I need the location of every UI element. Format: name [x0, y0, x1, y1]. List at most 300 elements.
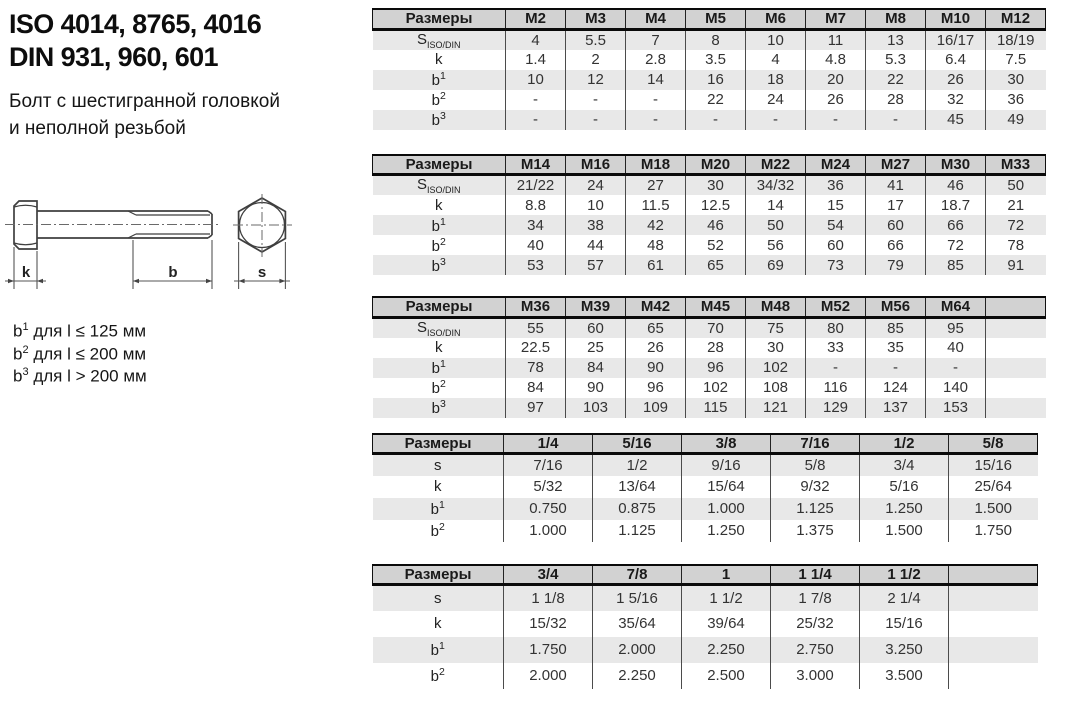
table-header-label: Размеры — [373, 9, 506, 29]
value-cell: 2.250 — [682, 637, 771, 663]
size-column-header: M7 — [806, 9, 866, 29]
value-cell: 8 — [686, 29, 746, 50]
value-cell: - — [806, 110, 866, 130]
value-cell: 32 — [926, 90, 986, 110]
size-column-header: 1 1/4 — [771, 565, 860, 585]
size-column-header: 7/16 — [771, 434, 860, 454]
value-cell: 35/64 — [593, 611, 682, 637]
footnotes — [13, 318, 147, 386]
title-iso: ISO 4014, 8765, 4016 — [9, 9, 262, 39]
value-cell: 26 — [626, 338, 686, 358]
size-column-header: M8 — [866, 9, 926, 29]
value-cell: 7/16 — [504, 454, 593, 476]
value-cell: 2.500 — [682, 663, 771, 689]
size-column-header: M4 — [626, 9, 686, 29]
footnote: $b^1$ для l ≤ 125 мм — [13, 321, 147, 341]
size-column-header: M42 — [626, 297, 686, 317]
value-cell: 2.250 — [593, 663, 682, 689]
value-cell: 24 — [566, 175, 626, 196]
value-cell: 36 — [986, 90, 1046, 110]
value-cell: 0.875 — [593, 498, 682, 520]
value-cell: 1.125 — [593, 520, 682, 542]
value-cell: 153 — [926, 398, 986, 418]
value-cell: 3/4 — [860, 454, 949, 476]
size-column-header: M20 — [686, 155, 746, 175]
size-column-header: M52 — [806, 297, 866, 317]
value-cell: 1.750 — [504, 637, 593, 663]
value-cell: 2.000 — [593, 637, 682, 663]
value-cell: 69 — [746, 255, 806, 275]
value-cell: 2 1/4 — [860, 585, 949, 611]
value-cell: 21 — [986, 195, 1046, 215]
row-label: k — [434, 478, 442, 495]
value-cell: 3.250 — [860, 637, 949, 663]
value-cell: 1.375 — [771, 520, 860, 542]
table-row — [373, 90, 1046, 110]
value-cell: 50 — [746, 215, 806, 235]
value-cell: 14 — [626, 70, 686, 90]
value-cell: 46 — [686, 215, 746, 235]
value-cell: 66 — [926, 215, 986, 235]
empty-column-header — [949, 565, 1038, 585]
value-cell: 5/8 — [771, 454, 860, 476]
size-column-header: M16 — [566, 155, 626, 175]
footnote: $b^3$ для l > 200 мм — [13, 366, 147, 386]
empty-cell — [949, 637, 1038, 663]
value-cell: 39/64 — [682, 611, 771, 637]
value-cell: 40 — [926, 338, 986, 358]
row-label: $b^2$ — [430, 666, 445, 685]
value-cell: 30 — [686, 175, 746, 196]
table-header-label: Размеры — [373, 297, 506, 317]
row-label: $S_{ISO/DIN}$ — [416, 30, 461, 50]
value-cell: 97 — [506, 398, 566, 418]
empty-cell — [949, 663, 1038, 689]
value-cell: - — [626, 110, 686, 130]
value-cell: 5/32 — [504, 476, 593, 498]
value-cell: 22 — [686, 90, 746, 110]
dimensions-table-metric-3 — [372, 296, 1046, 418]
value-cell: 17 — [866, 195, 926, 215]
table-row — [373, 195, 1046, 215]
row-label: $b^3$ — [431, 110, 446, 129]
size-column-header: M56 — [866, 297, 926, 317]
title-din: DIN 931, 960, 601 — [9, 42, 218, 72]
value-cell: - — [566, 90, 626, 110]
value-cell: 5.3 — [866, 50, 926, 70]
bolt-head-hex-view — [233, 194, 292, 257]
row-label: k — [435, 51, 443, 68]
value-cell: 28 — [686, 338, 746, 358]
size-column-header: M27 — [866, 155, 926, 175]
value-cell: 116 — [806, 378, 866, 398]
size-column-header: M10 — [926, 9, 986, 29]
value-cell: - — [506, 90, 566, 110]
value-cell: - — [686, 110, 746, 130]
row-label: $b^2$ — [431, 378, 446, 397]
value-cell: - — [866, 110, 926, 130]
dimension-k — [5, 247, 46, 289]
row-label: $b^3$ — [431, 255, 446, 275]
value-cell: 3.000 — [771, 663, 860, 689]
value-cell: - — [926, 358, 986, 378]
value-cell: 4.8 — [806, 50, 866, 70]
row-label: s — [434, 589, 442, 607]
size-column-header: M30 — [926, 155, 986, 175]
table-row — [373, 585, 1038, 611]
value-cell: 26 — [926, 70, 986, 90]
value-cell: 45 — [926, 110, 986, 130]
value-cell: 1.125 — [771, 498, 860, 520]
value-cell: 72 — [986, 215, 1046, 235]
empty-cell — [986, 358, 1046, 378]
dim-label-b: b — [168, 264, 178, 281]
value-cell: 102 — [686, 378, 746, 398]
value-cell: 18/19 — [986, 29, 1046, 50]
table-row — [373, 454, 1038, 476]
value-cell: 96 — [626, 378, 686, 398]
value-cell: 84 — [566, 358, 626, 378]
value-cell: 50 — [986, 175, 1046, 196]
bolt-side-view — [5, 201, 221, 249]
value-cell: 60 — [806, 235, 866, 255]
value-cell: 46 — [926, 175, 986, 196]
value-cell: 25 — [566, 338, 626, 358]
value-cell: 24 — [746, 90, 806, 110]
size-column-header: M36 — [506, 297, 566, 317]
value-cell: 5/16 — [860, 476, 949, 498]
dim-label-k: k — [21, 264, 31, 281]
value-cell: 2 — [566, 50, 626, 70]
value-cell: 34 — [506, 215, 566, 235]
value-cell: 42 — [626, 215, 686, 235]
empty-cell — [986, 338, 1046, 358]
size-column-header: 3/4 — [504, 565, 593, 585]
table-header-label: Размеры — [373, 565, 504, 585]
tables-pane — [372, 8, 1046, 689]
value-cell: 15 — [806, 195, 866, 215]
value-cell: 52 — [686, 235, 746, 255]
value-cell: 3.5 — [686, 50, 746, 70]
size-column-header: M45 — [686, 297, 746, 317]
row-label: $b^2$ — [431, 235, 446, 255]
value-cell: 102 — [746, 358, 806, 378]
value-cell: 1.000 — [504, 520, 593, 542]
value-cell: 60 — [866, 215, 926, 235]
value-cell: 6.4 — [926, 50, 986, 70]
value-cell: 26 — [806, 90, 866, 110]
table-row — [373, 520, 1038, 542]
value-cell: 10 — [566, 195, 626, 215]
table-row — [373, 50, 1046, 70]
dimensions-table-imperial-2 — [372, 564, 1038, 689]
value-cell: 85 — [866, 317, 926, 338]
value-cell: 4 — [746, 50, 806, 70]
table-row — [373, 611, 1038, 637]
size-column-header: M24 — [806, 155, 866, 175]
value-cell: 30 — [986, 70, 1046, 90]
value-cell: 15/32 — [504, 611, 593, 637]
row-label: k — [434, 615, 442, 632]
value-cell: 90 — [566, 378, 626, 398]
value-cell: 1.250 — [682, 520, 771, 542]
value-cell: 54 — [806, 215, 866, 235]
empty-cell — [949, 611, 1038, 637]
value-cell: 38 — [566, 215, 626, 235]
table-header-row — [373, 297, 1046, 317]
table-row — [373, 663, 1038, 689]
row-label: $b^2$ — [431, 90, 446, 109]
value-cell: 12.5 — [686, 195, 746, 215]
table-row — [373, 338, 1046, 358]
value-cell: 60 — [566, 317, 626, 338]
dim-label-s: s — [257, 264, 267, 281]
value-cell: 78 — [506, 358, 566, 378]
value-cell: 129 — [806, 398, 866, 418]
value-cell: 85 — [926, 255, 986, 275]
value-cell: - — [806, 358, 866, 378]
value-cell: 10 — [746, 29, 806, 50]
value-cell: 1.750 — [949, 520, 1038, 542]
value-cell: 2.8 — [626, 50, 686, 70]
value-cell: 103 — [566, 398, 626, 418]
value-cell: 1.500 — [949, 498, 1038, 520]
empty-column-header — [986, 297, 1046, 317]
table-row — [373, 29, 1046, 50]
value-cell: 3.500 — [860, 663, 949, 689]
size-column-header: M64 — [926, 297, 986, 317]
value-cell: 53 — [506, 255, 566, 275]
table-row — [373, 637, 1038, 663]
value-cell: 41 — [866, 175, 926, 196]
value-cell: 36 — [806, 175, 866, 196]
table-row — [373, 358, 1046, 378]
value-cell: 9/16 — [682, 454, 771, 476]
value-cell: 7 — [626, 29, 686, 50]
size-column-header: M14 — [506, 155, 566, 175]
value-cell: 1/2 — [593, 454, 682, 476]
value-cell: 91 — [986, 255, 1046, 275]
dimensions-table-metric-1 — [372, 8, 1046, 130]
value-cell: 95 — [926, 317, 986, 338]
table-header-label: Размеры — [373, 434, 504, 454]
value-cell: 66 — [866, 235, 926, 255]
table-header-label: Размеры — [373, 155, 506, 175]
size-column-header: 1/4 — [504, 434, 593, 454]
value-cell: - — [866, 358, 926, 378]
size-column-header: M22 — [746, 155, 806, 175]
value-cell: 18 — [746, 70, 806, 90]
row-label: $S_{ISO/DIN}$ — [416, 176, 461, 195]
size-column-header: M33 — [986, 155, 1046, 175]
size-column-header: 1/2 — [860, 434, 949, 454]
value-cell: 30 — [746, 338, 806, 358]
value-cell: 1.4 — [506, 50, 566, 70]
table-row — [373, 215, 1046, 235]
value-cell: - — [506, 110, 566, 130]
value-cell: 108 — [746, 378, 806, 398]
table-header-row — [373, 9, 1046, 29]
footnote: $b^2$ для l ≤ 200 мм — [13, 343, 147, 364]
value-cell: 20 — [806, 70, 866, 90]
value-cell: 80 — [806, 317, 866, 338]
value-cell: 34/32 — [746, 175, 806, 196]
value-cell: 25/32 — [771, 611, 860, 637]
size-column-header: M48 — [746, 297, 806, 317]
bolt-technical-drawing — [5, 190, 305, 305]
value-cell: - — [566, 110, 626, 130]
value-cell: 13 — [866, 29, 926, 50]
value-cell: 0.750 — [504, 498, 593, 520]
value-cell: 84 — [506, 378, 566, 398]
row-label: $S_{ISO/DIN}$ — [416, 318, 461, 338]
value-cell: 65 — [626, 317, 686, 338]
value-cell: 40 — [506, 235, 566, 255]
value-cell: 49 — [986, 110, 1046, 130]
value-cell: 90 — [626, 358, 686, 378]
value-cell: 27 — [626, 175, 686, 196]
size-column-header: M2 — [506, 9, 566, 29]
value-cell: 57 — [566, 255, 626, 275]
value-cell: 121 — [746, 398, 806, 418]
value-cell: 72 — [926, 235, 986, 255]
value-cell: 124 — [866, 378, 926, 398]
value-cell: 115 — [686, 398, 746, 418]
value-cell: 96 — [686, 358, 746, 378]
row-label: $b^1$ — [430, 640, 445, 659]
value-cell: 70 — [686, 317, 746, 338]
value-cell: 10 — [506, 70, 566, 90]
value-cell: 15/16 — [860, 611, 949, 637]
value-cell: 21/22 — [506, 175, 566, 196]
value-cell: - — [746, 110, 806, 130]
value-cell: 14 — [746, 195, 806, 215]
size-column-header: 5/16 — [593, 434, 682, 454]
dimensions-table-imperial-1 — [372, 433, 1038, 542]
value-cell: 1.500 — [860, 520, 949, 542]
table-row — [373, 498, 1038, 520]
value-cell: 7.5 — [986, 50, 1046, 70]
value-cell: 1 5/16 — [593, 585, 682, 611]
table-row — [373, 255, 1046, 275]
size-column-header: 1 — [682, 565, 771, 585]
table-row — [373, 476, 1038, 498]
dimension-b — [133, 240, 212, 289]
size-column-header: M12 — [986, 9, 1046, 29]
value-cell: 73 — [806, 255, 866, 275]
value-cell: 140 — [926, 378, 986, 398]
value-cell: 22 — [866, 70, 926, 90]
value-cell: - — [626, 90, 686, 110]
value-cell: 16/17 — [926, 29, 986, 50]
size-column-header: 1 1/2 — [860, 565, 949, 585]
value-cell: 11.5 — [626, 195, 686, 215]
table-row — [373, 398, 1046, 418]
subtitle-line-1: Болт с шестигранной головкой — [9, 91, 280, 112]
row-label: $b^2$ — [430, 521, 445, 540]
dimensions-table-metric-2 — [372, 154, 1046, 276]
value-cell: 137 — [866, 398, 926, 418]
value-cell: 15/16 — [949, 454, 1038, 476]
size-column-header: M6 — [746, 9, 806, 29]
size-column-header: 5/8 — [949, 434, 1038, 454]
value-cell: 1.250 — [860, 498, 949, 520]
value-cell: 28 — [866, 90, 926, 110]
value-cell: 8.8 — [506, 195, 566, 215]
value-cell: 9/32 — [771, 476, 860, 498]
value-cell: 44 — [566, 235, 626, 255]
size-column-header: 7/8 — [593, 565, 682, 585]
value-cell: 1 7/8 — [771, 585, 860, 611]
value-cell: 12 — [566, 70, 626, 90]
value-cell: 15/64 — [682, 476, 771, 498]
size-column-header: M18 — [626, 155, 686, 175]
value-cell: 2.750 — [771, 637, 860, 663]
table-row — [373, 175, 1046, 196]
value-cell: 33 — [806, 338, 866, 358]
empty-cell — [986, 398, 1046, 418]
table-row — [373, 235, 1046, 255]
value-cell: 55 — [506, 317, 566, 338]
value-cell: 1.000 — [682, 498, 771, 520]
row-label: k — [435, 196, 443, 214]
value-cell: 61 — [626, 255, 686, 275]
value-cell: 18.7 — [926, 195, 986, 215]
empty-cell — [986, 378, 1046, 398]
value-cell: 1 1/8 — [504, 585, 593, 611]
size-column-header: M5 — [686, 9, 746, 29]
table-header-row — [373, 434, 1038, 454]
table-header-row — [373, 155, 1046, 175]
row-label: $b^1$ — [431, 358, 446, 377]
value-cell: 78 — [986, 235, 1046, 255]
value-cell: 75 — [746, 317, 806, 338]
value-cell: 65 — [686, 255, 746, 275]
size-column-header: 3/8 — [682, 434, 771, 454]
document-header — [9, 8, 365, 142]
value-cell: 1 1/2 — [682, 585, 771, 611]
row-label: k — [435, 339, 443, 356]
size-column-header: M39 — [566, 297, 626, 317]
value-cell: 35 — [866, 338, 926, 358]
value-cell: 25/64 — [949, 476, 1038, 498]
table-row — [373, 70, 1046, 90]
empty-cell — [986, 317, 1046, 338]
value-cell: 2.000 — [504, 663, 593, 689]
table-row — [373, 378, 1046, 398]
row-label: $b^1$ — [431, 70, 446, 89]
value-cell: 56 — [746, 235, 806, 255]
value-cell: 48 — [626, 235, 686, 255]
empty-cell — [949, 585, 1038, 611]
table-row — [373, 317, 1046, 338]
value-cell: 109 — [626, 398, 686, 418]
row-label: $b^1$ — [431, 215, 446, 235]
value-cell: 16 — [686, 70, 746, 90]
size-column-header: M3 — [566, 9, 626, 29]
row-label: s — [434, 456, 442, 474]
value-cell: 22.5 — [506, 338, 566, 358]
row-label: $b^3$ — [431, 398, 446, 417]
value-cell: 11 — [806, 29, 866, 50]
subtitle-line-2: и неполной резьбой — [9, 118, 186, 139]
value-cell: 13/64 — [593, 476, 682, 498]
value-cell: 5.5 — [566, 29, 626, 50]
row-label: $b^1$ — [430, 499, 445, 518]
table-row — [373, 110, 1046, 130]
value-cell: 4 — [506, 29, 566, 50]
subtitle — [9, 88, 365, 142]
